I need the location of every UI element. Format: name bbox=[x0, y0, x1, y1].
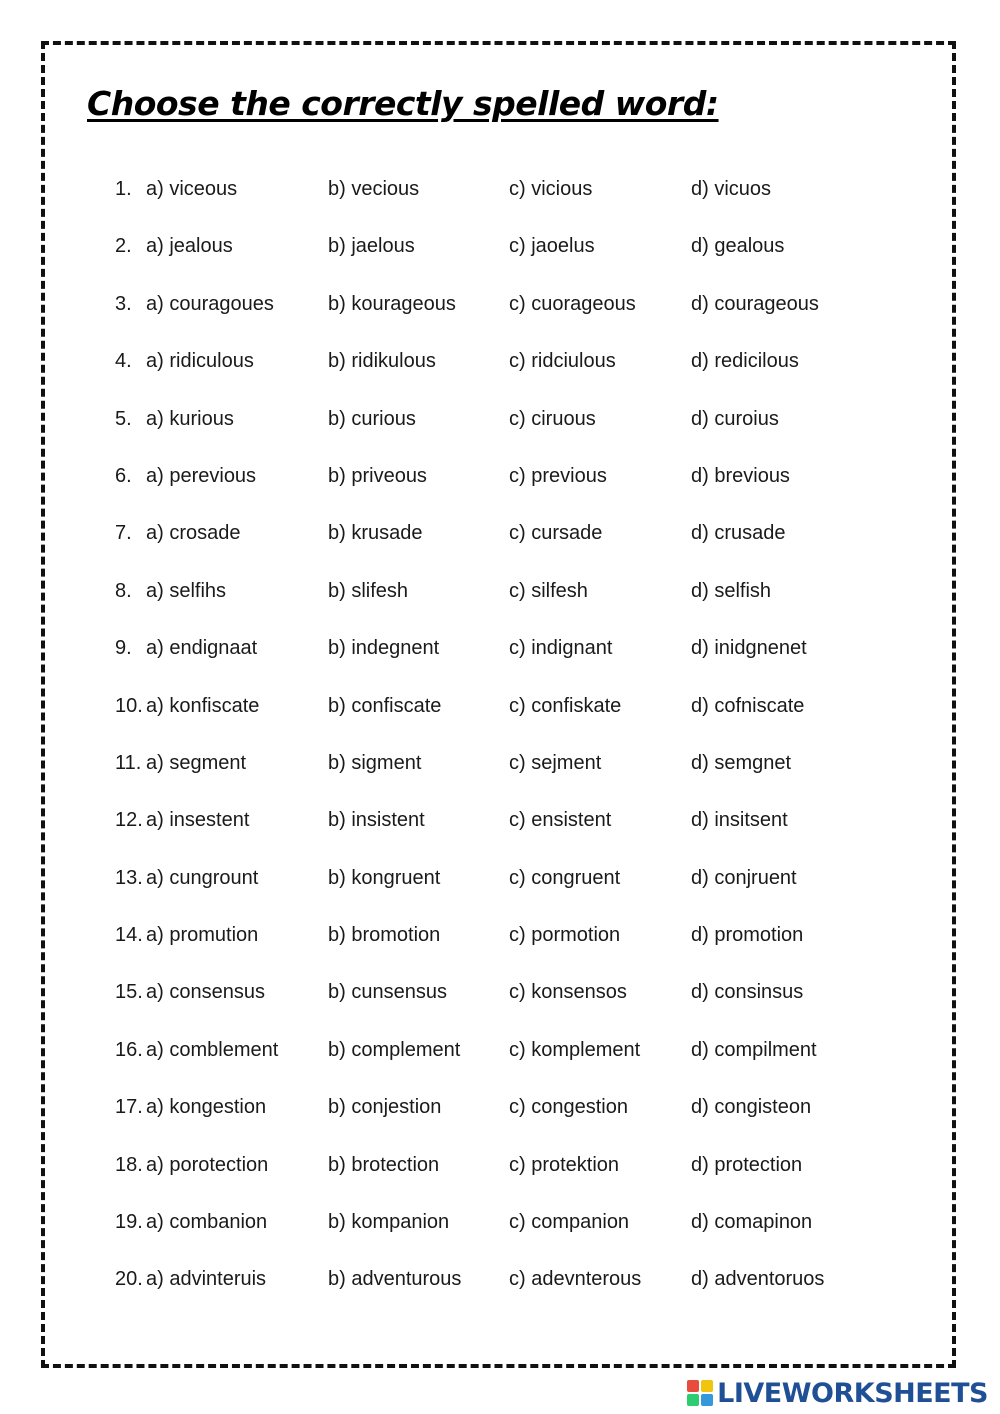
option-a[interactable]: a) perevious bbox=[146, 464, 257, 487]
logo-square-blue bbox=[701, 1394, 713, 1406]
question-row bbox=[115, 285, 875, 342]
option-c[interactable]: c) silfesh bbox=[509, 579, 588, 602]
option-a[interactable]: a) advinteruis bbox=[146, 1268, 267, 1291]
option-c[interactable]: c) adevnterous bbox=[509, 1268, 642, 1291]
logo-square-red bbox=[687, 1380, 699, 1392]
option-b[interactable]: b) insistent bbox=[328, 809, 425, 832]
logo-text: LIVEWORKSHEETS bbox=[717, 1377, 988, 1409]
option-d[interactable]: d) inidgnenet bbox=[691, 637, 807, 660]
question-number: 14. bbox=[115, 924, 143, 947]
question-list bbox=[115, 170, 875, 1318]
question-number: 3. bbox=[115, 292, 132, 315]
option-b[interactable]: b) bromotion bbox=[328, 924, 441, 947]
question-number: 8. bbox=[115, 579, 132, 602]
option-a[interactable]: a) comblement bbox=[146, 1038, 279, 1061]
option-c[interactable]: c) vicious bbox=[509, 178, 593, 200]
option-d[interactable]: d) congisteon bbox=[691, 1096, 812, 1119]
option-c[interactable]: c) ridciulous bbox=[509, 350, 616, 373]
option-c[interactable]: c) konsensos bbox=[509, 981, 627, 1004]
option-c[interactable]: c) companion bbox=[509, 1211, 630, 1234]
option-b[interactable]: b) jaelous bbox=[328, 235, 415, 258]
option-b[interactable]: b) kourageous bbox=[328, 292, 456, 315]
option-b[interactable]: b) adventurous bbox=[328, 1268, 462, 1291]
option-b[interactable]: b) ridikulous bbox=[328, 350, 436, 373]
question-row bbox=[115, 572, 875, 629]
question-number: 11. bbox=[115, 751, 142, 774]
question-row bbox=[115, 687, 875, 744]
option-b[interactable]: b) brotection bbox=[328, 1153, 440, 1176]
question-number: 13. bbox=[115, 866, 143, 889]
question-row bbox=[115, 1203, 875, 1260]
question-row bbox=[115, 1260, 875, 1317]
option-b[interactable]: b) slifesh bbox=[328, 579, 409, 602]
question-number: 20. bbox=[115, 1268, 143, 1291]
question-row bbox=[115, 973, 875, 1030]
option-c[interactable]: c) protektion bbox=[509, 1153, 620, 1176]
option-a[interactable]: a) consensus bbox=[146, 981, 265, 1004]
question-number: 16. bbox=[115, 1038, 143, 1061]
page-title: Choose the correctly spelled word: bbox=[87, 84, 719, 123]
option-c[interactable]: c) previous bbox=[509, 464, 607, 487]
logo-square-green bbox=[687, 1394, 699, 1406]
liveworksheets-logo bbox=[687, 1376, 988, 1410]
question-number: 10. bbox=[115, 694, 143, 717]
question-number: 4. bbox=[115, 350, 132, 373]
question-number: 15. bbox=[115, 981, 143, 1004]
question-row bbox=[115, 227, 875, 284]
option-c[interactable]: c) cuorageous bbox=[509, 292, 636, 315]
question-number: 6. bbox=[115, 464, 132, 487]
question-row bbox=[115, 400, 875, 457]
option-a[interactable]: a) combanion bbox=[146, 1211, 268, 1234]
question-row bbox=[115, 514, 875, 571]
option-c[interactable]: c) congestion bbox=[509, 1096, 628, 1119]
option-d[interactable]: d) adventoruos bbox=[691, 1268, 825, 1291]
option-b[interactable]: b) indegnent bbox=[328, 637, 440, 660]
question-number: 7. bbox=[115, 522, 132, 545]
option-d[interactable]: d) insitsent bbox=[691, 809, 788, 832]
question-row bbox=[115, 457, 875, 514]
question-row bbox=[115, 629, 875, 686]
option-b[interactable]: b) cunsensus bbox=[328, 981, 447, 1004]
option-d[interactable]: d) consinsus bbox=[691, 981, 804, 1004]
option-a[interactable]: a) konfiscate bbox=[146, 694, 260, 717]
option-a[interactable]: a) couragoues bbox=[146, 292, 274, 315]
option-a[interactable]: a) ridiculous bbox=[146, 350, 254, 373]
option-c[interactable]: c) komplement bbox=[509, 1038, 641, 1061]
option-b[interactable]: b) sigment bbox=[328, 751, 422, 774]
question-number: 19. bbox=[115, 1211, 143, 1234]
liveworksheets-logo-icon bbox=[687, 1380, 713, 1406]
option-b[interactable]: b) confiscate bbox=[328, 694, 442, 717]
question-number: 18. bbox=[115, 1153, 143, 1176]
option-c[interactable]: c) ensistent bbox=[509, 809, 612, 832]
option-d[interactable]: d) compilment bbox=[691, 1038, 817, 1061]
option-a[interactable]: a) endignaat bbox=[146, 637, 258, 660]
option-b[interactable]: b) kompanion bbox=[328, 1211, 450, 1234]
question-number: 9. bbox=[115, 637, 132, 660]
option-a[interactable]: a) promution bbox=[146, 924, 259, 947]
option-a[interactable]: a) cungrount bbox=[146, 866, 259, 889]
option-c[interactable]: c) cursade bbox=[509, 522, 603, 545]
question-row bbox=[115, 342, 875, 399]
option-d[interactable]: d) protection bbox=[691, 1153, 803, 1176]
option-c[interactable]: c) sejment bbox=[509, 751, 602, 774]
question-number: 17. bbox=[115, 1096, 143, 1119]
option-a[interactable]: a) segment bbox=[146, 751, 247, 774]
question-row bbox=[115, 1146, 875, 1203]
question-row bbox=[115, 916, 875, 973]
option-a[interactable]: a) jealous bbox=[146, 235, 233, 258]
option-c[interactable]: c) confiskate bbox=[509, 694, 622, 717]
option-d[interactable]: d) redicilous bbox=[691, 350, 799, 373]
option-d[interactable]: d) cofniscate bbox=[691, 694, 805, 717]
option-d[interactable]: d) selfish bbox=[691, 579, 772, 602]
option-d[interactable]: d) comapinon bbox=[691, 1211, 813, 1234]
option-c[interactable]: c) ciruous bbox=[509, 407, 596, 430]
option-d[interactable]: d) semgnet bbox=[691, 751, 792, 774]
option-b[interactable]: b) kongruent bbox=[328, 866, 441, 889]
option-a[interactable]: a) kongestion bbox=[146, 1096, 267, 1119]
logo-square-yellow bbox=[701, 1380, 713, 1392]
option-c[interactable]: c) congruent bbox=[509, 866, 621, 889]
question-number: 5. bbox=[115, 407, 132, 430]
option-a[interactable]: a) insestent bbox=[146, 809, 250, 832]
question-row bbox=[115, 1088, 875, 1145]
option-a[interactable]: a) selfihs bbox=[146, 579, 227, 602]
question-number: 2. bbox=[115, 235, 132, 258]
option-a[interactable]: a) porotection bbox=[146, 1153, 269, 1176]
option-a[interactable]: a) crosade bbox=[146, 522, 241, 545]
question-row bbox=[115, 170, 875, 227]
option-b[interactable]: b) krusade bbox=[328, 522, 423, 545]
question-row bbox=[115, 744, 875, 801]
option-b[interactable]: b) vecious bbox=[328, 178, 420, 200]
option-d[interactable]: d) vicuos bbox=[691, 178, 772, 200]
question-row bbox=[115, 801, 875, 858]
option-b[interactable]: b) curious bbox=[328, 407, 416, 430]
question-row bbox=[115, 1031, 875, 1088]
option-d[interactable]: d) crusade bbox=[691, 522, 786, 545]
option-c[interactable]: c) jaoelus bbox=[509, 235, 595, 258]
question-number: 12. bbox=[115, 809, 143, 832]
option-b[interactable]: b) complement bbox=[328, 1038, 461, 1061]
question-number: 1. bbox=[115, 178, 132, 200]
option-d[interactable]: d) brevious bbox=[691, 464, 790, 487]
option-d[interactable]: d) promotion bbox=[691, 924, 804, 947]
option-c[interactable]: c) indignant bbox=[509, 637, 613, 660]
option-c[interactable]: c) pormotion bbox=[509, 924, 621, 947]
option-d[interactable]: d) curoius bbox=[691, 407, 779, 430]
option-d[interactable]: d) gealous bbox=[691, 235, 785, 258]
option-d[interactable]: d) conjruent bbox=[691, 866, 797, 889]
option-b[interactable]: b) conjestion bbox=[328, 1096, 442, 1119]
question-row bbox=[115, 859, 875, 916]
option-b[interactable]: b) priveous bbox=[328, 464, 427, 487]
option-d[interactable]: d) courageous bbox=[691, 292, 819, 315]
option-a[interactable]: a) kurious bbox=[146, 407, 234, 430]
option-a[interactable]: a) viceous bbox=[146, 178, 238, 200]
